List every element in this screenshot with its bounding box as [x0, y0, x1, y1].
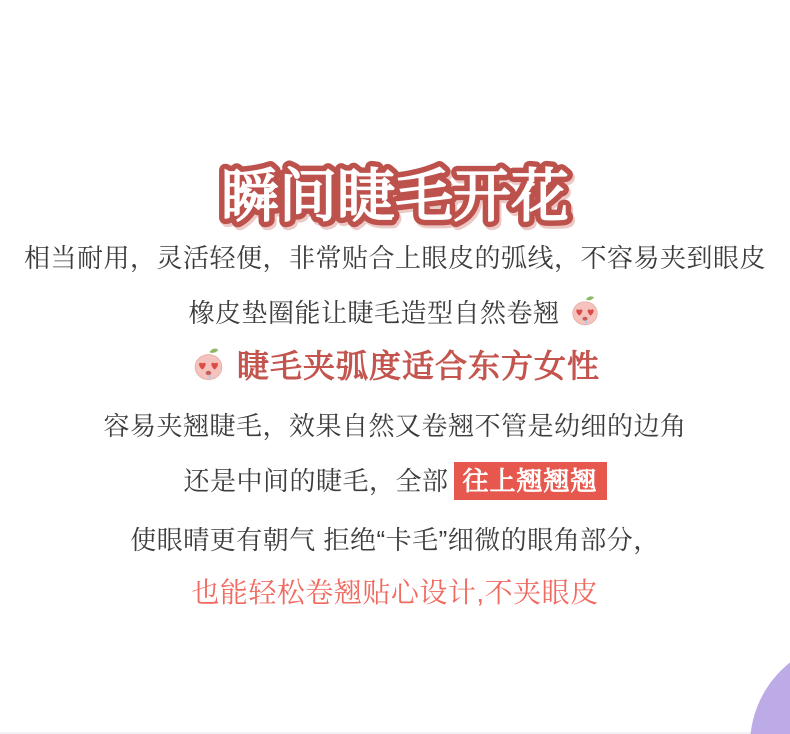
peach-heart-eyes-emoji-icon — [568, 293, 602, 332]
subheading-text: 睫毛夹弧度适合东方女性 — [236, 348, 600, 384]
body-line-rubber-pad — [0, 293, 790, 332]
peach-heart-eyes-emoji-icon — [190, 345, 227, 387]
body-line-rubber-pad-text: 橡皮垫圈能让睫毛造型自然卷翘 — [188, 297, 560, 328]
page-title — [0, 140, 790, 245]
subheading-row — [0, 344, 790, 388]
body-line-durability: 相当耐用，灵活轻便，非常贴合上眼皮的弧线，不容易夹到眼皮 — [23, 243, 766, 273]
highlight-badge: 往上翘翘翘 — [454, 462, 607, 500]
page-title-text: 瞬间睫毛开花 — [220, 164, 570, 229]
decor-purple-circle — [750, 640, 790, 734]
body-line-all-lashes-text: 还是中间的睫毛，全部 — [183, 466, 449, 496]
title-outline-art — [135, 140, 655, 240]
body-line-eye-vitality: 使眼晴更有朝气 拒绝“卡毛”细微的眼角部分， — [130, 525, 660, 555]
body-line-curl-effect: 容易夹翘睫毛，效果自然又卷翘不管是幼细的边角 — [103, 411, 687, 441]
body-line-all-lashes — [0, 460, 790, 502]
body-line-no-pinch: 也能轻松卷翘贴心设计,不夹眼皮 — [191, 577, 599, 608]
